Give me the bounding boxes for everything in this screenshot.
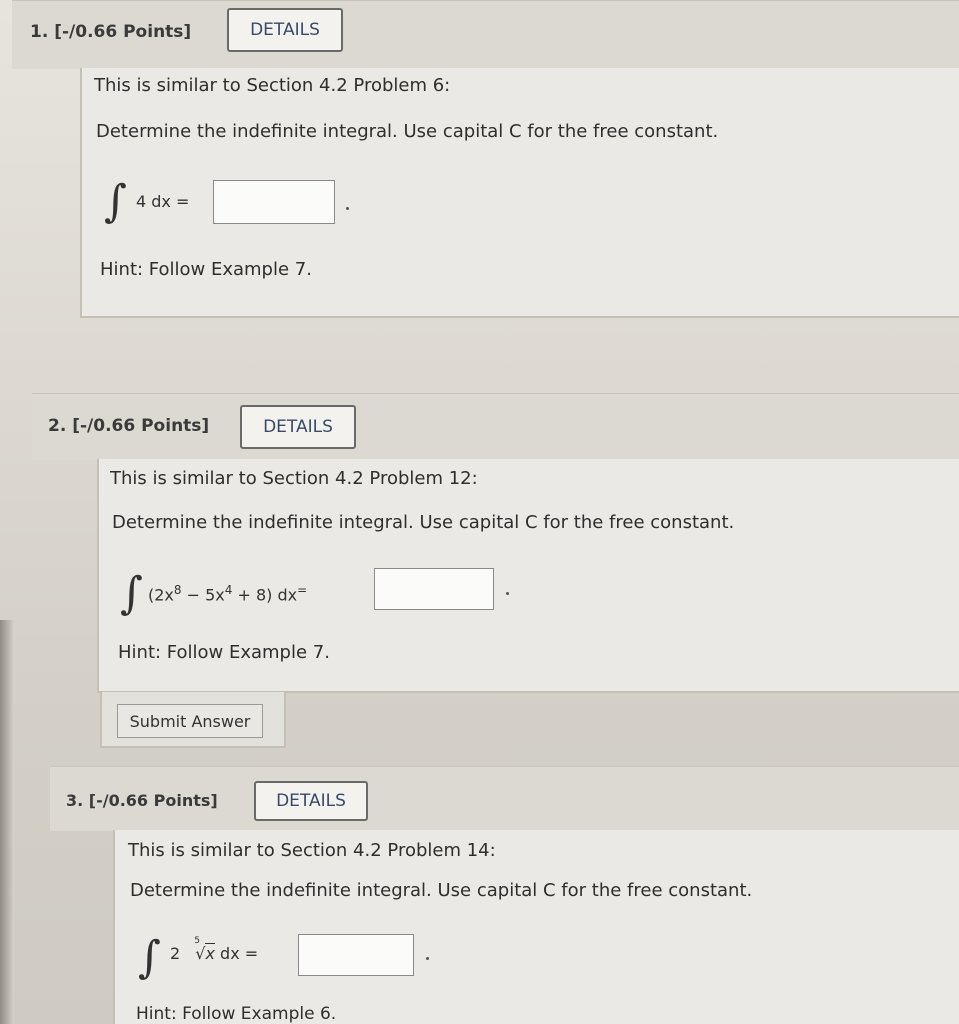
question-2-exp-1: 8 bbox=[173, 583, 182, 597]
question-1-period bbox=[346, 207, 349, 210]
question-2-equals: = bbox=[297, 583, 308, 597]
question-2-term-1: (2x bbox=[148, 585, 174, 605]
question-3-title: 3. [-/0.66 Points] bbox=[66, 791, 218, 810]
question-1-title: 1. [-/0.66 Points] bbox=[30, 22, 192, 42]
question-2-term-2: − 5x bbox=[181, 585, 225, 605]
question-1-answer-input[interactable] bbox=[213, 180, 335, 224]
question-1-details-button[interactable]: DETAILS bbox=[227, 8, 343, 52]
question-1-body bbox=[80, 68, 959, 318]
question-2-instruction: Determine the indefinite integral. Use capital C for the free constant. bbox=[112, 512, 735, 533]
question-2-intro: This is similar to Section 4.2 Problem 12: bbox=[110, 468, 478, 489]
question-2-integral-symbol: ∫ bbox=[120, 568, 143, 619]
question-1-integrand: 4 dx = bbox=[136, 192, 190, 211]
question-1-intro: This is similar to Section 4.2 Problem 6: bbox=[94, 75, 451, 96]
question-3-details-button[interactable]: DETAILS bbox=[254, 781, 368, 821]
question-1-hint: Hint: Follow Example 7. bbox=[100, 259, 312, 280]
edge-shadow bbox=[0, 620, 14, 1024]
question-3-intro: This is similar to Section 4.2 Problem 14: bbox=[128, 840, 496, 861]
question-3-instruction: Determine the indefinite integral. Use capital C for the free constant. bbox=[130, 880, 753, 901]
question-1-integral-symbol: ∫ bbox=[104, 176, 127, 227]
question-3-answer-input[interactable] bbox=[298, 934, 414, 976]
question-3-coefficient: 2 bbox=[170, 944, 181, 963]
submit-answer-button[interactable]: Submit Answer bbox=[117, 704, 263, 738]
question-2-integrand bbox=[148, 583, 307, 604]
question-3-period bbox=[426, 957, 429, 960]
question-3-radicand: x bbox=[205, 944, 215, 963]
question-2-answer-input[interactable] bbox=[374, 568, 494, 610]
question-2-exp-2: 4 bbox=[224, 583, 233, 597]
question-3-integrand bbox=[170, 936, 259, 963]
question-3-hint: Hint: Follow Example 6. bbox=[136, 1004, 337, 1024]
question-1-instruction: Determine the indefinite integral. Use capital C for the free constant. bbox=[96, 121, 719, 142]
question-2-title: 2. [-/0.66 Points] bbox=[48, 416, 210, 436]
question-2-term-3: + 8) dx bbox=[232, 585, 298, 605]
question-3-root-index: 5 bbox=[194, 936, 201, 946]
question-3-integral-symbol: ∫ bbox=[138, 932, 161, 983]
question-2-details-button[interactable]: DETAILS bbox=[240, 405, 356, 449]
question-2-period bbox=[506, 592, 509, 595]
question-3-dx: dx = bbox=[220, 944, 259, 963]
radical-icon: √ bbox=[195, 944, 206, 963]
question-2-hint: Hint: Follow Example 7. bbox=[118, 642, 330, 663]
